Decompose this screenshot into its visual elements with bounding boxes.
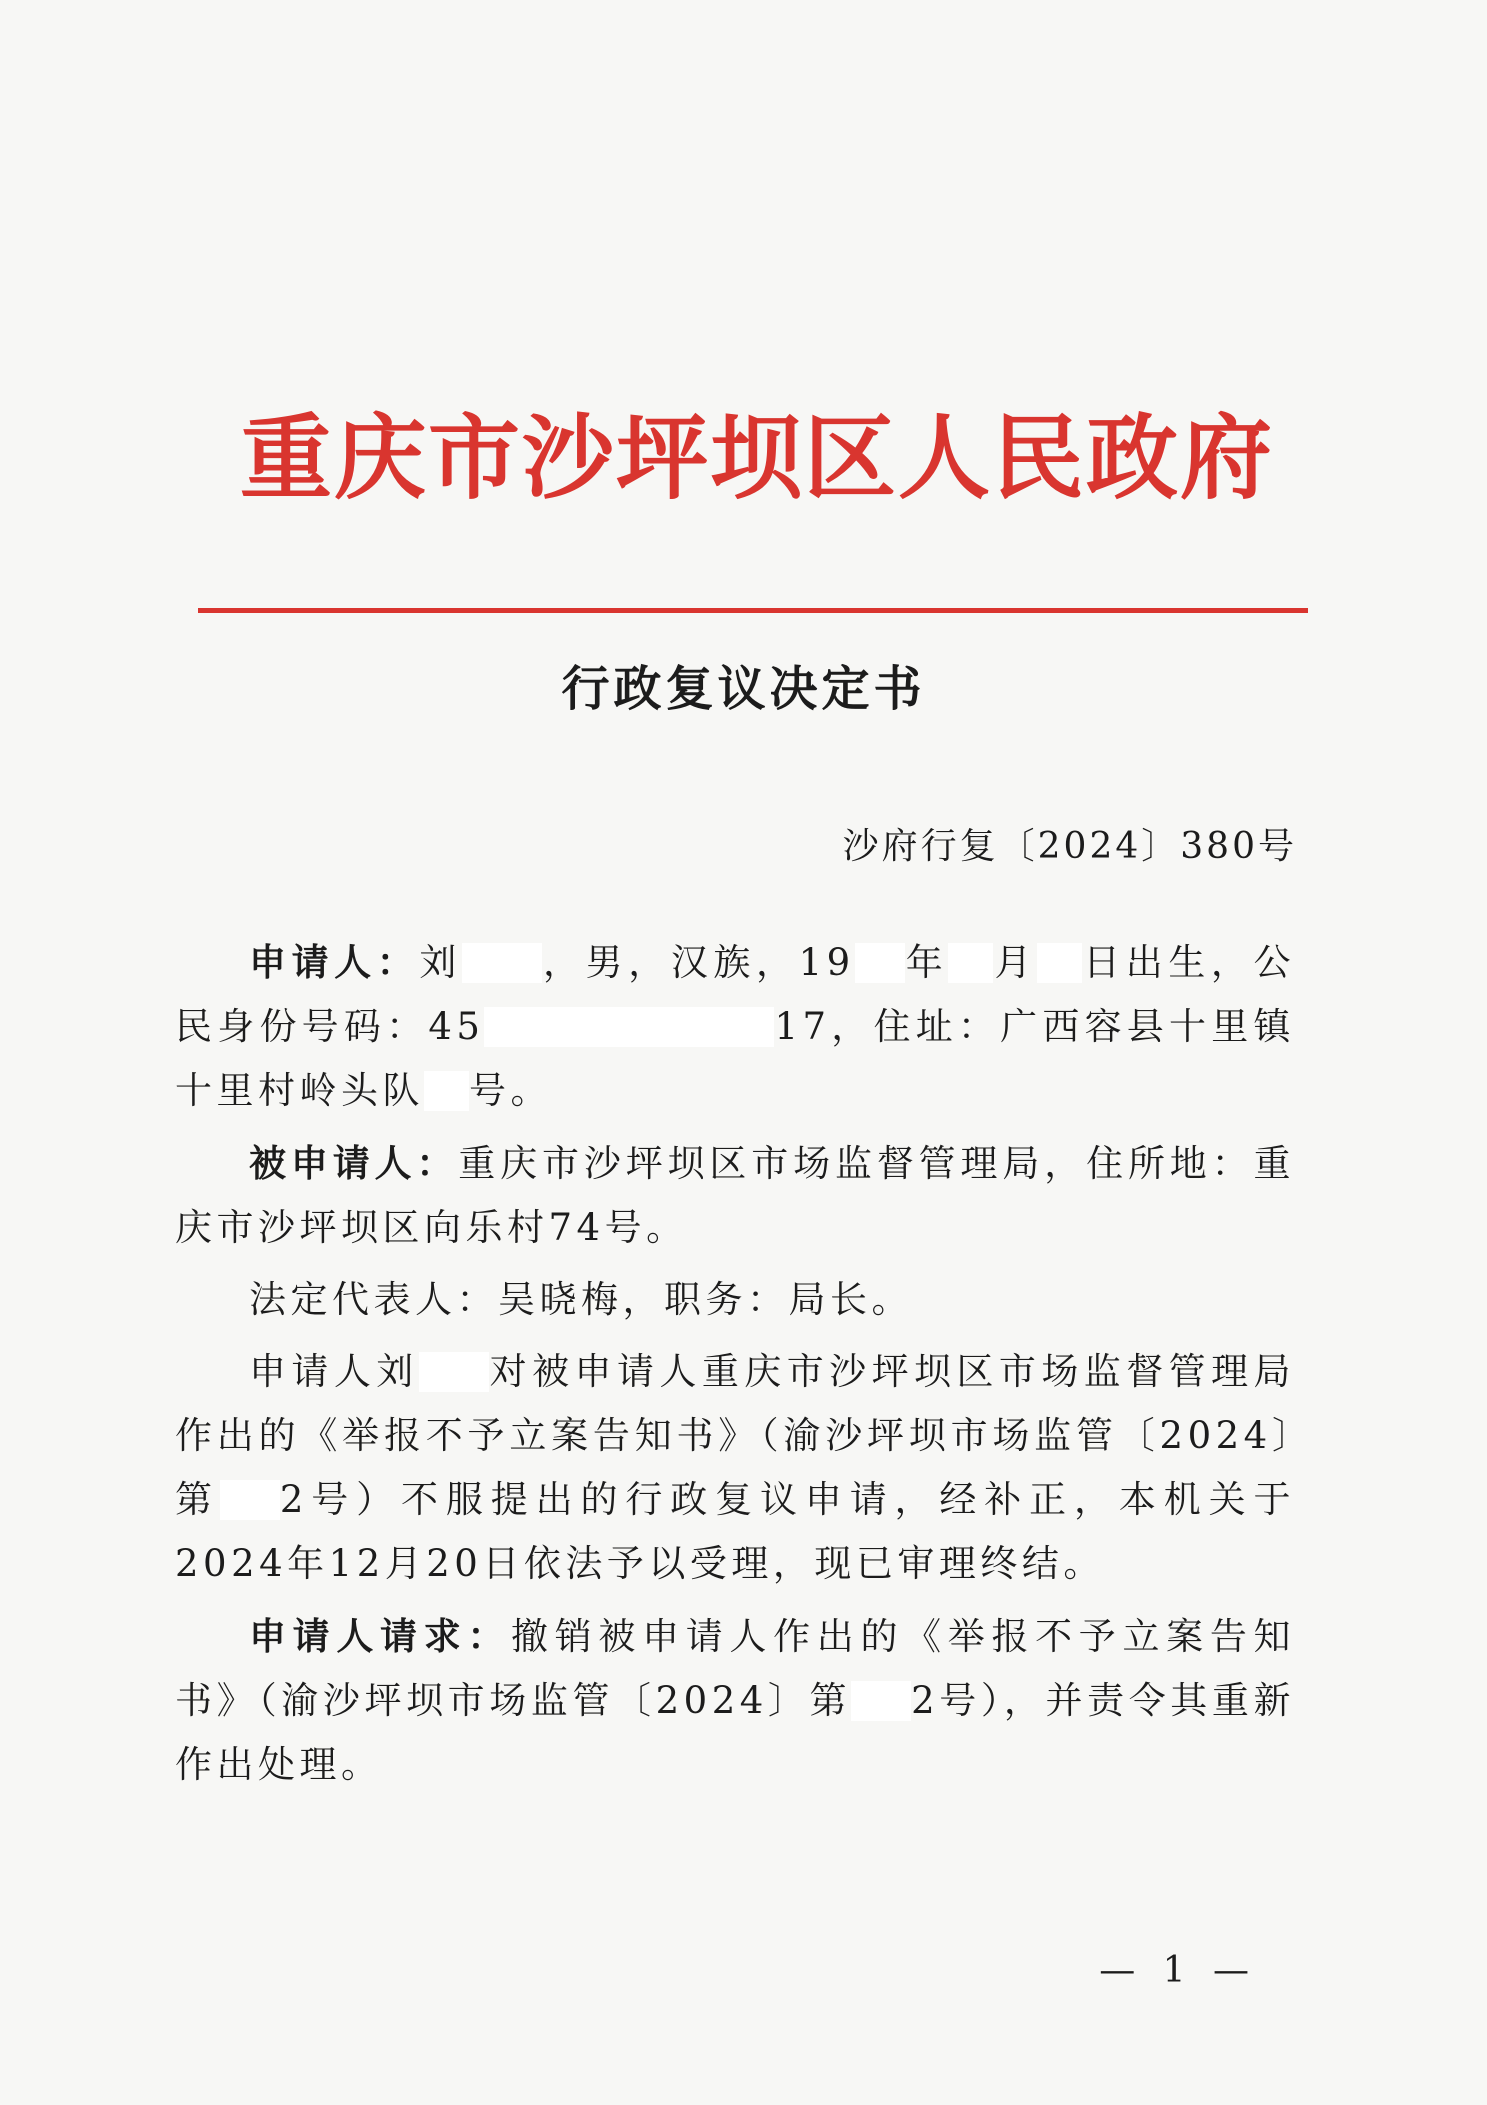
redaction-block bbox=[1037, 943, 1082, 983]
respondent-text: 重庆市沙坪坝区市场监督管理局，住所地：重庆市沙坪坝区向乐村74号。 bbox=[175, 1142, 1296, 1249]
redaction-block bbox=[851, 1681, 911, 1721]
respondent-paragraph bbox=[175, 1131, 1295, 1260]
document-title: 行政复议决定书 bbox=[561, 661, 926, 717]
applicant-label: 申请人： bbox=[249, 940, 420, 984]
applicant-text-1: ，男，汉族，19 bbox=[541, 941, 855, 984]
document-body bbox=[175, 930, 1295, 1805]
case-paragraph bbox=[175, 1340, 1295, 1596]
legal-rep-paragraph: 法定代表人：吴晓梅，职务：局长。 bbox=[249, 1278, 913, 1321]
applicant-text-6: 号。 bbox=[469, 1069, 552, 1112]
case-text-1: 申请人刘 bbox=[249, 1350, 419, 1393]
red-divider-line bbox=[198, 608, 1308, 613]
respondent-label: 被申请人： bbox=[249, 1141, 459, 1185]
request-label: 申请人请求： bbox=[249, 1614, 512, 1658]
applicant-text-3: 月 bbox=[993, 941, 1038, 984]
request-text-1: 撤销被申请人作出的《举报不予立案告知书》（渝沙坪坝市场监管〔2024〕第 bbox=[175, 1615, 1296, 1722]
applicant-text-4: 日出生，公民身份号码：45 bbox=[175, 941, 1296, 1048]
request-text-2: 2号），并责令其重新作出处理。 bbox=[175, 1679, 1295, 1786]
request-paragraph bbox=[175, 1604, 1295, 1797]
applicant-text-5: 17，住址：广西容县十里镇十里村岭头队 bbox=[175, 1005, 1295, 1112]
redaction-block bbox=[462, 943, 542, 983]
applicant-surname: 刘 bbox=[419, 941, 462, 984]
document-number: 沙府行复〔2024〕380号 bbox=[842, 826, 1297, 867]
redaction-block bbox=[948, 943, 993, 983]
redaction-block bbox=[424, 1071, 469, 1111]
case-text-2: 对被申请人重庆市沙坪坝区市场监督管理局作出的《举报不予立案告知书》（渝沙坪坝市场监管〔2024〕第 bbox=[175, 1350, 1296, 1521]
applicant-paragraph bbox=[175, 930, 1295, 1123]
redaction-block bbox=[220, 1480, 280, 1520]
applicant-text-2: 年 bbox=[904, 941, 949, 984]
redaction-block bbox=[855, 943, 905, 983]
page-number: — 1 — bbox=[1099, 1950, 1257, 1991]
issuer-masthead: 重庆市沙坪坝区人民政府 bbox=[240, 404, 1275, 512]
redaction-block bbox=[484, 1007, 774, 1047]
redaction-block bbox=[419, 1352, 489, 1392]
case-text-3: 2号）不服提出的行政复议申请，经补正，本机关于2024年12月20日依法予以受理，现已审理终结。 bbox=[175, 1478, 1295, 1585]
